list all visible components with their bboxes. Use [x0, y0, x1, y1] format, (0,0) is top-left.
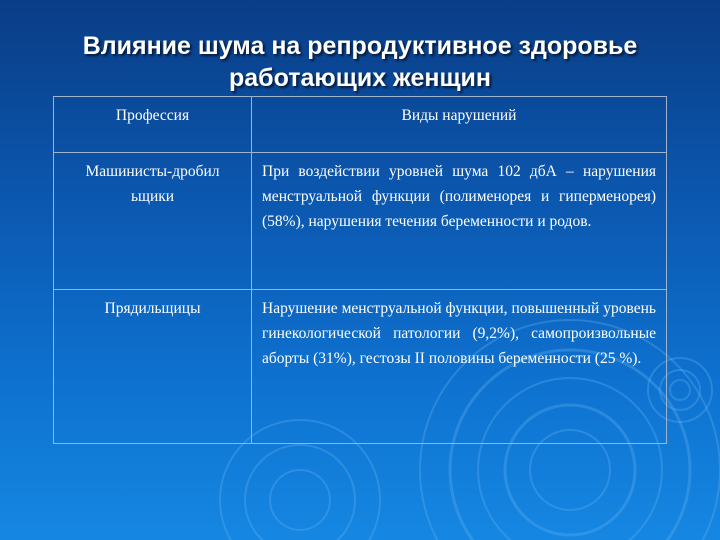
slide-title	[20, 30, 700, 94]
header-violations: Виды нарушений	[252, 97, 667, 153]
profession-cell: Машинисты-дробил ьщики	[54, 153, 252, 290]
table-header-row	[54, 97, 667, 153]
header-profession: Профессия	[54, 97, 252, 153]
table-row	[54, 290, 667, 444]
profession-cell: Прядильщицы	[54, 290, 252, 444]
noise-effects-table	[53, 96, 667, 444]
slide-title-line-2: работающих женщин	[228, 64, 492, 92]
table-row	[54, 153, 667, 290]
description-cell: Нарушение менструальной функции, повышенный уровень гинекологической патологии (9,2%), самопроизвольные аборты (31%), гестозы II половины беременности (25 %).	[252, 290, 667, 444]
description-cell: При воздействии уровней шума 102 дбА – нарушения менструальной функции (полименорея и гиперменорея) (58%), нарушения течения беременности и родов.	[252, 153, 667, 290]
slide-title-line-1: Влияние шума на репродуктивное здоровье	[82, 32, 638, 60]
